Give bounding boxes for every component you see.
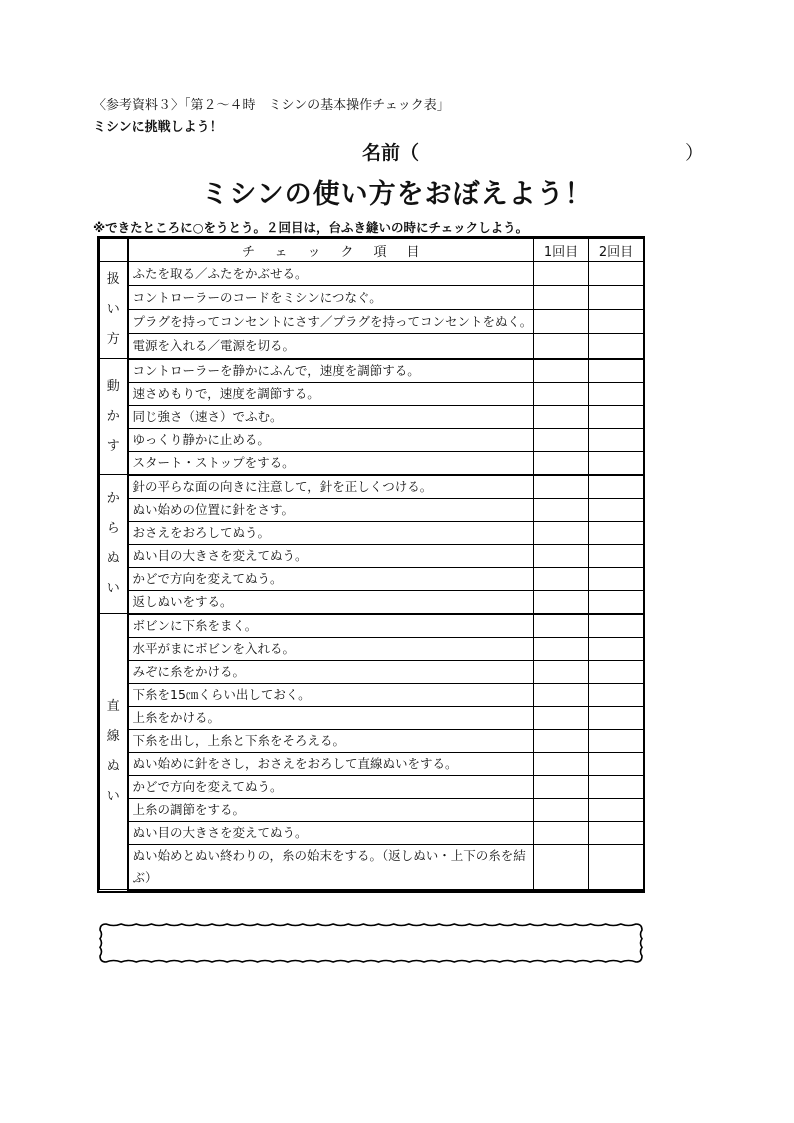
header-items: チェック項目 bbox=[128, 239, 534, 262]
check-cell-1[interactable] bbox=[534, 798, 589, 821]
table-row bbox=[100, 544, 644, 567]
category-label bbox=[100, 614, 128, 890]
table-row bbox=[100, 844, 644, 890]
check-item-label: 電源を入れる／電源を切る。 bbox=[128, 334, 534, 359]
check-cell-1[interactable] bbox=[534, 752, 589, 775]
check-item-label: 上糸の調節をする。 bbox=[128, 798, 534, 821]
check-cell-2[interactable] bbox=[589, 567, 644, 590]
table-row bbox=[100, 451, 644, 475]
check-cell-2[interactable] bbox=[589, 428, 644, 451]
table-row bbox=[100, 590, 644, 614]
category-char: い bbox=[106, 302, 120, 317]
check-item-label: ボビンに下糸をまく。 bbox=[128, 614, 534, 638]
category-label bbox=[100, 475, 128, 614]
check-cell-1[interactable] bbox=[534, 382, 589, 405]
table-row bbox=[100, 567, 644, 590]
check-item-label: 上糸をかける。 bbox=[128, 706, 534, 729]
category-char: い bbox=[106, 581, 120, 596]
category-char: 動 bbox=[106, 378, 120, 394]
table-row bbox=[100, 821, 644, 844]
check-cell-1[interactable] bbox=[534, 475, 589, 499]
name-label: 名前（ bbox=[362, 142, 420, 164]
table-row bbox=[100, 310, 644, 334]
check-cell-2[interactable] bbox=[589, 359, 644, 383]
check-cell-2[interactable] bbox=[589, 310, 644, 334]
table-row bbox=[100, 498, 644, 521]
category-char: か bbox=[106, 408, 120, 424]
page-title: ミシンの使い方をおぼえよう！ bbox=[201, 179, 593, 210]
check-cell-2[interactable] bbox=[589, 521, 644, 544]
check-cell-2[interactable] bbox=[589, 844, 644, 890]
header-blank bbox=[100, 239, 128, 262]
check-cell-1[interactable] bbox=[534, 521, 589, 544]
header-check1: 1回目 bbox=[534, 239, 589, 262]
table-row bbox=[100, 428, 644, 451]
category-char: か bbox=[106, 491, 120, 506]
check-cell-2[interactable] bbox=[589, 660, 644, 683]
check-cell-1[interactable] bbox=[534, 544, 589, 567]
name-close: ） bbox=[685, 142, 705, 164]
check-cell-1[interactable] bbox=[534, 844, 589, 890]
header-check2: 2回目 bbox=[589, 239, 644, 262]
table-row bbox=[100, 286, 644, 310]
check-cell-1[interactable] bbox=[534, 637, 589, 660]
check-cell-2[interactable] bbox=[589, 637, 644, 660]
check-cell-2[interactable] bbox=[589, 706, 644, 729]
table-row bbox=[100, 521, 644, 544]
check-cell-2[interactable] bbox=[589, 683, 644, 706]
check-cell-2[interactable] bbox=[589, 334, 644, 359]
checklist-table bbox=[97, 236, 645, 893]
table-row bbox=[100, 637, 644, 660]
category-char: ぬ bbox=[106, 758, 120, 774]
check-item-label: かどで方向を変えてぬう。 bbox=[128, 775, 534, 798]
check-cell-2[interactable] bbox=[589, 262, 644, 286]
check-cell-2[interactable] bbox=[589, 451, 644, 475]
category-label bbox=[100, 359, 128, 475]
check-cell-2[interactable] bbox=[589, 821, 644, 844]
check-cell-2[interactable] bbox=[589, 729, 644, 752]
check-item-label: ふたを取る／ふたをかぶせる。 bbox=[128, 262, 534, 286]
memo-box bbox=[97, 921, 645, 965]
check-item-label: みぞに糸をかける。 bbox=[128, 660, 534, 683]
table-row bbox=[100, 660, 644, 683]
check-cell-2[interactable] bbox=[589, 614, 644, 638]
category-char: 線 bbox=[106, 728, 120, 744]
check-item-label: 下糸を15㎝くらい出しておく。 bbox=[128, 683, 534, 706]
check-item-label: 同じ強さ（速さ）でふむ。 bbox=[128, 405, 534, 428]
table-row bbox=[100, 262, 644, 286]
check-item-label: ぬい始めの位置に針をさす。 bbox=[128, 498, 534, 521]
check-cell-1[interactable] bbox=[534, 683, 589, 706]
instruction-text: ※できたところに○をうとう。２回目は，台ふき縫いの時にチェックしよう。 bbox=[93, 220, 529, 235]
category-char: 直 bbox=[106, 698, 120, 714]
check-item-label: おさえをおろしてぬう。 bbox=[128, 521, 534, 544]
check-cell-2[interactable] bbox=[589, 475, 644, 499]
table-row bbox=[100, 775, 644, 798]
check-item-label: ゆっくり静かに止める。 bbox=[128, 428, 534, 451]
check-cell-1[interactable] bbox=[534, 405, 589, 428]
check-item-label: ぬい始めに針をさし，おさえをおろして直線ぬいをする。 bbox=[128, 752, 534, 775]
check-cell-1[interactable] bbox=[534, 614, 589, 638]
check-cell-2[interactable] bbox=[589, 382, 644, 405]
check-item-label: プラグを持ってコンセントにさす／プラグを持ってコンセントをぬく。 bbox=[128, 310, 534, 334]
check-cell-2[interactable] bbox=[589, 498, 644, 521]
category-char: 方 bbox=[106, 332, 120, 347]
check-cell-1[interactable] bbox=[534, 451, 589, 475]
check-cell-1[interactable] bbox=[534, 567, 589, 590]
check-item-label: ぬい始めとぬい終わりの，糸の始末をする。（返しぬい・上下の糸を結ぶ） bbox=[128, 844, 534, 890]
check-cell-1[interactable] bbox=[534, 821, 589, 844]
check-item-label: 下糸を出し，上糸と下糸をそろえる。 bbox=[128, 729, 534, 752]
table-row bbox=[100, 359, 644, 383]
check-cell-2[interactable] bbox=[589, 775, 644, 798]
check-cell-2[interactable] bbox=[589, 752, 644, 775]
check-cell-1[interactable] bbox=[534, 428, 589, 451]
category-char: 扱 bbox=[106, 272, 120, 287]
check-item-label: 速さめもりで，速度を調節する。 bbox=[128, 382, 534, 405]
lead-text: ミシンに挑戦しよう！ bbox=[93, 120, 223, 135]
check-cell-1[interactable] bbox=[534, 660, 589, 683]
check-item-label: 水平がまにボビンを入れる。 bbox=[128, 637, 534, 660]
check-item-label: ぬい目の大きさを変えてぬう。 bbox=[128, 544, 534, 567]
check-cell-2[interactable] bbox=[589, 405, 644, 428]
table-row bbox=[100, 706, 644, 729]
check-item-label: 針の平らな面の向きに注意して，針を正しくつける。 bbox=[128, 475, 534, 499]
table-row bbox=[100, 752, 644, 775]
category-char: い bbox=[106, 788, 120, 804]
table-row bbox=[100, 382, 644, 405]
check-cell-2[interactable] bbox=[589, 798, 644, 821]
check-item-label: ぬい目の大きさを変えてぬう。 bbox=[128, 821, 534, 844]
check-cell-1[interactable] bbox=[534, 262, 589, 286]
check-cell-1[interactable] bbox=[534, 310, 589, 334]
check-cell-2[interactable] bbox=[589, 544, 644, 567]
check-item-label: コントローラーを静かにふんで，速度を調節する。 bbox=[128, 359, 534, 383]
table-row bbox=[100, 614, 644, 638]
check-cell-1[interactable] bbox=[534, 729, 589, 752]
check-cell-1[interactable] bbox=[534, 590, 589, 614]
table-row bbox=[100, 405, 644, 428]
table-row bbox=[100, 798, 644, 821]
check-cell-2[interactable] bbox=[589, 590, 644, 614]
check-item-label: スタート・ストップをする。 bbox=[128, 451, 534, 475]
check-cell-1[interactable] bbox=[534, 706, 589, 729]
check-cell-1[interactable] bbox=[534, 498, 589, 521]
source-note: 〈参考資料３〉「第２～４時 ミシンの基本操作チェック表」 bbox=[93, 98, 450, 113]
table-row bbox=[100, 683, 644, 706]
check-cell-1[interactable] bbox=[534, 359, 589, 383]
check-cell-1[interactable] bbox=[534, 775, 589, 798]
table-row bbox=[100, 475, 644, 499]
category-char: ぬ bbox=[106, 551, 120, 566]
check-cell-1[interactable] bbox=[534, 334, 589, 359]
table-row bbox=[100, 729, 644, 752]
check-item-label: かどで方向を変えてぬう。 bbox=[128, 567, 534, 590]
check-item-label: コントローラーのコードをミシンにつなぐ。 bbox=[128, 286, 534, 310]
category-char: す bbox=[106, 438, 120, 454]
table-row bbox=[100, 334, 644, 359]
check-item-label: 返しぬいをする。 bbox=[128, 590, 534, 614]
category-char: ら bbox=[106, 521, 120, 536]
check-cell-1[interactable] bbox=[534, 286, 589, 310]
check-cell-2[interactable] bbox=[589, 286, 644, 310]
category-label bbox=[100, 262, 128, 359]
